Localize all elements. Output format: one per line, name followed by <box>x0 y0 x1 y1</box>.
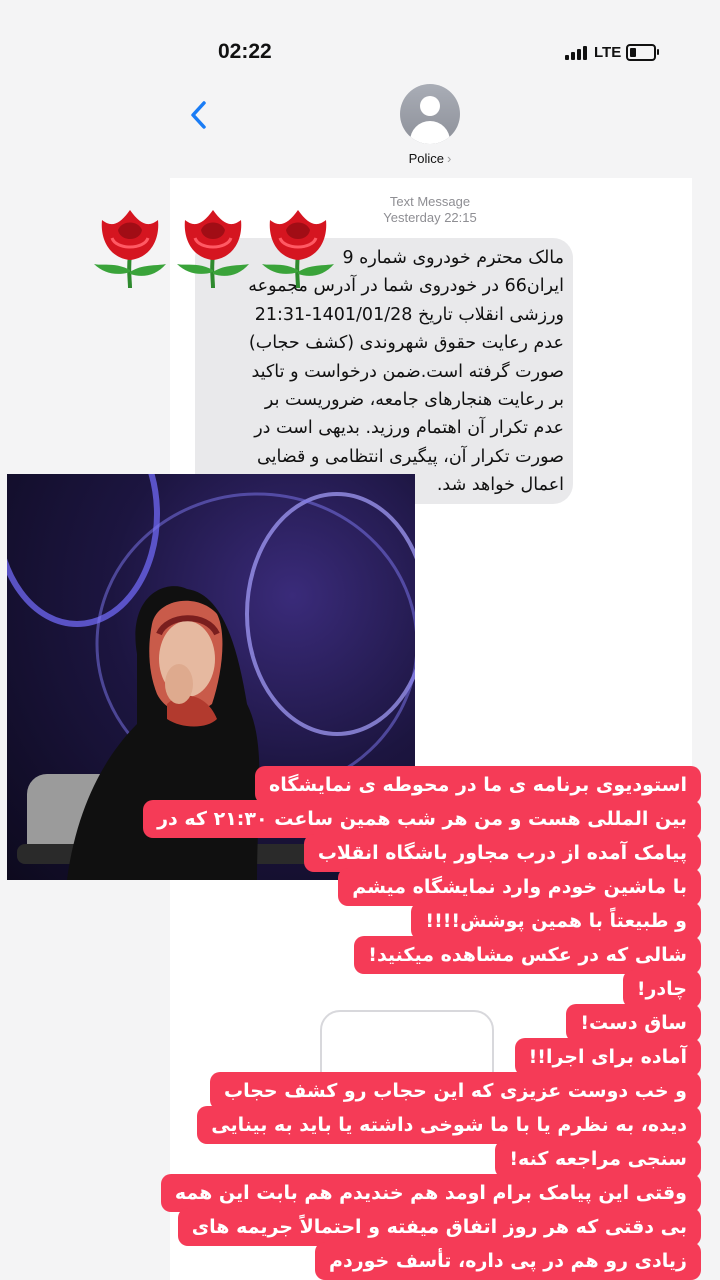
message-line: صورت گرفته است.ضمن درخواست و تاکید <box>251 361 564 382</box>
caption-line: با ماشین خودم وارد نمایشگاه میشم <box>338 868 701 906</box>
caption-line: پیامک آمده از درب مجاور باشگاه انقلاب <box>304 834 701 872</box>
caption-line: ساق دست! <box>566 1004 701 1042</box>
message-meta <box>330 194 530 226</box>
contact-avatar[interactable] <box>400 84 460 144</box>
caption-line: وقتی این پیامک برام اومد هم خندیدم هم بابت این همه <box>161 1174 701 1212</box>
caption-line: دیده، به نظرم یا با ما شوخی داشته یا باید به بینایی <box>197 1106 701 1144</box>
status-time: 02:22 <box>218 40 272 63</box>
battery-icon <box>626 44 656 61</box>
network-type: LTE <box>594 44 622 61</box>
rose-sticker-icon <box>173 200 253 290</box>
caption-line: زیادی رو هم در پی داره، تأسف خوردم <box>315 1242 701 1280</box>
caption-line: شالی که در عکس مشاهده میکنید! <box>354 936 701 974</box>
status-bar <box>0 0 720 100</box>
caption-line: استودیوی برنامه ی ما در محوطه ی نمایشگاه <box>255 766 701 804</box>
caption-line: چادر! <box>623 970 701 1008</box>
rose-sticker-icon <box>258 200 338 290</box>
message-type-label: Text Message <box>389 194 471 209</box>
chevron-right-icon: › <box>447 151 452 166</box>
caption-line: آماده برای اجرا!! <box>515 1038 701 1076</box>
message-line: ایران66 در خودروی شما در آدرس مجموعه <box>248 276 564 297</box>
caption-line: بی دقتی که هر روز اتفاق میفته و احتمالاً جریمه های <box>178 1208 701 1246</box>
contact-name[interactable]: Police › <box>408 151 452 166</box>
caption-line: و طبیعتاً با همین پوشش!!!! <box>411 902 701 940</box>
message-line: صورت تکرار آن، پیگیری انتظامی و قضایی <box>257 446 564 467</box>
message-line: ورزشی انقلاب تاریخ 1401/01/28-21:31 <box>254 304 564 325</box>
message-line: عدم تکرار آن اهتمام ورزید. بدیهی است در <box>254 418 564 439</box>
caption-line: و خب دوست عزیزی که این حجاب رو کشف حجاب <box>210 1072 701 1110</box>
message-line: عدم رعایت حقوق شهروندی (کشف حجاب) <box>248 333 564 354</box>
caption-line: سنجی مراجعه کنه! <box>495 1140 701 1178</box>
rose-sticker-icon <box>90 200 170 290</box>
signal-icon <box>565 44 587 60</box>
back-chevron-icon[interactable] <box>186 100 212 130</box>
caption-line: بین المللی هست و من هر شب همین ساعت ۲۱:۳۰ که در <box>143 800 701 838</box>
message-line: بر رعایت هنجارهای جامعه، ضروریست بر <box>264 390 564 411</box>
message-line: اعمال خواهد شد. <box>436 475 564 496</box>
message-line: مالک محترم خودروی شماره 9 <box>342 248 564 268</box>
message-timestamp: Yesterday 22:15 <box>383 210 477 225</box>
